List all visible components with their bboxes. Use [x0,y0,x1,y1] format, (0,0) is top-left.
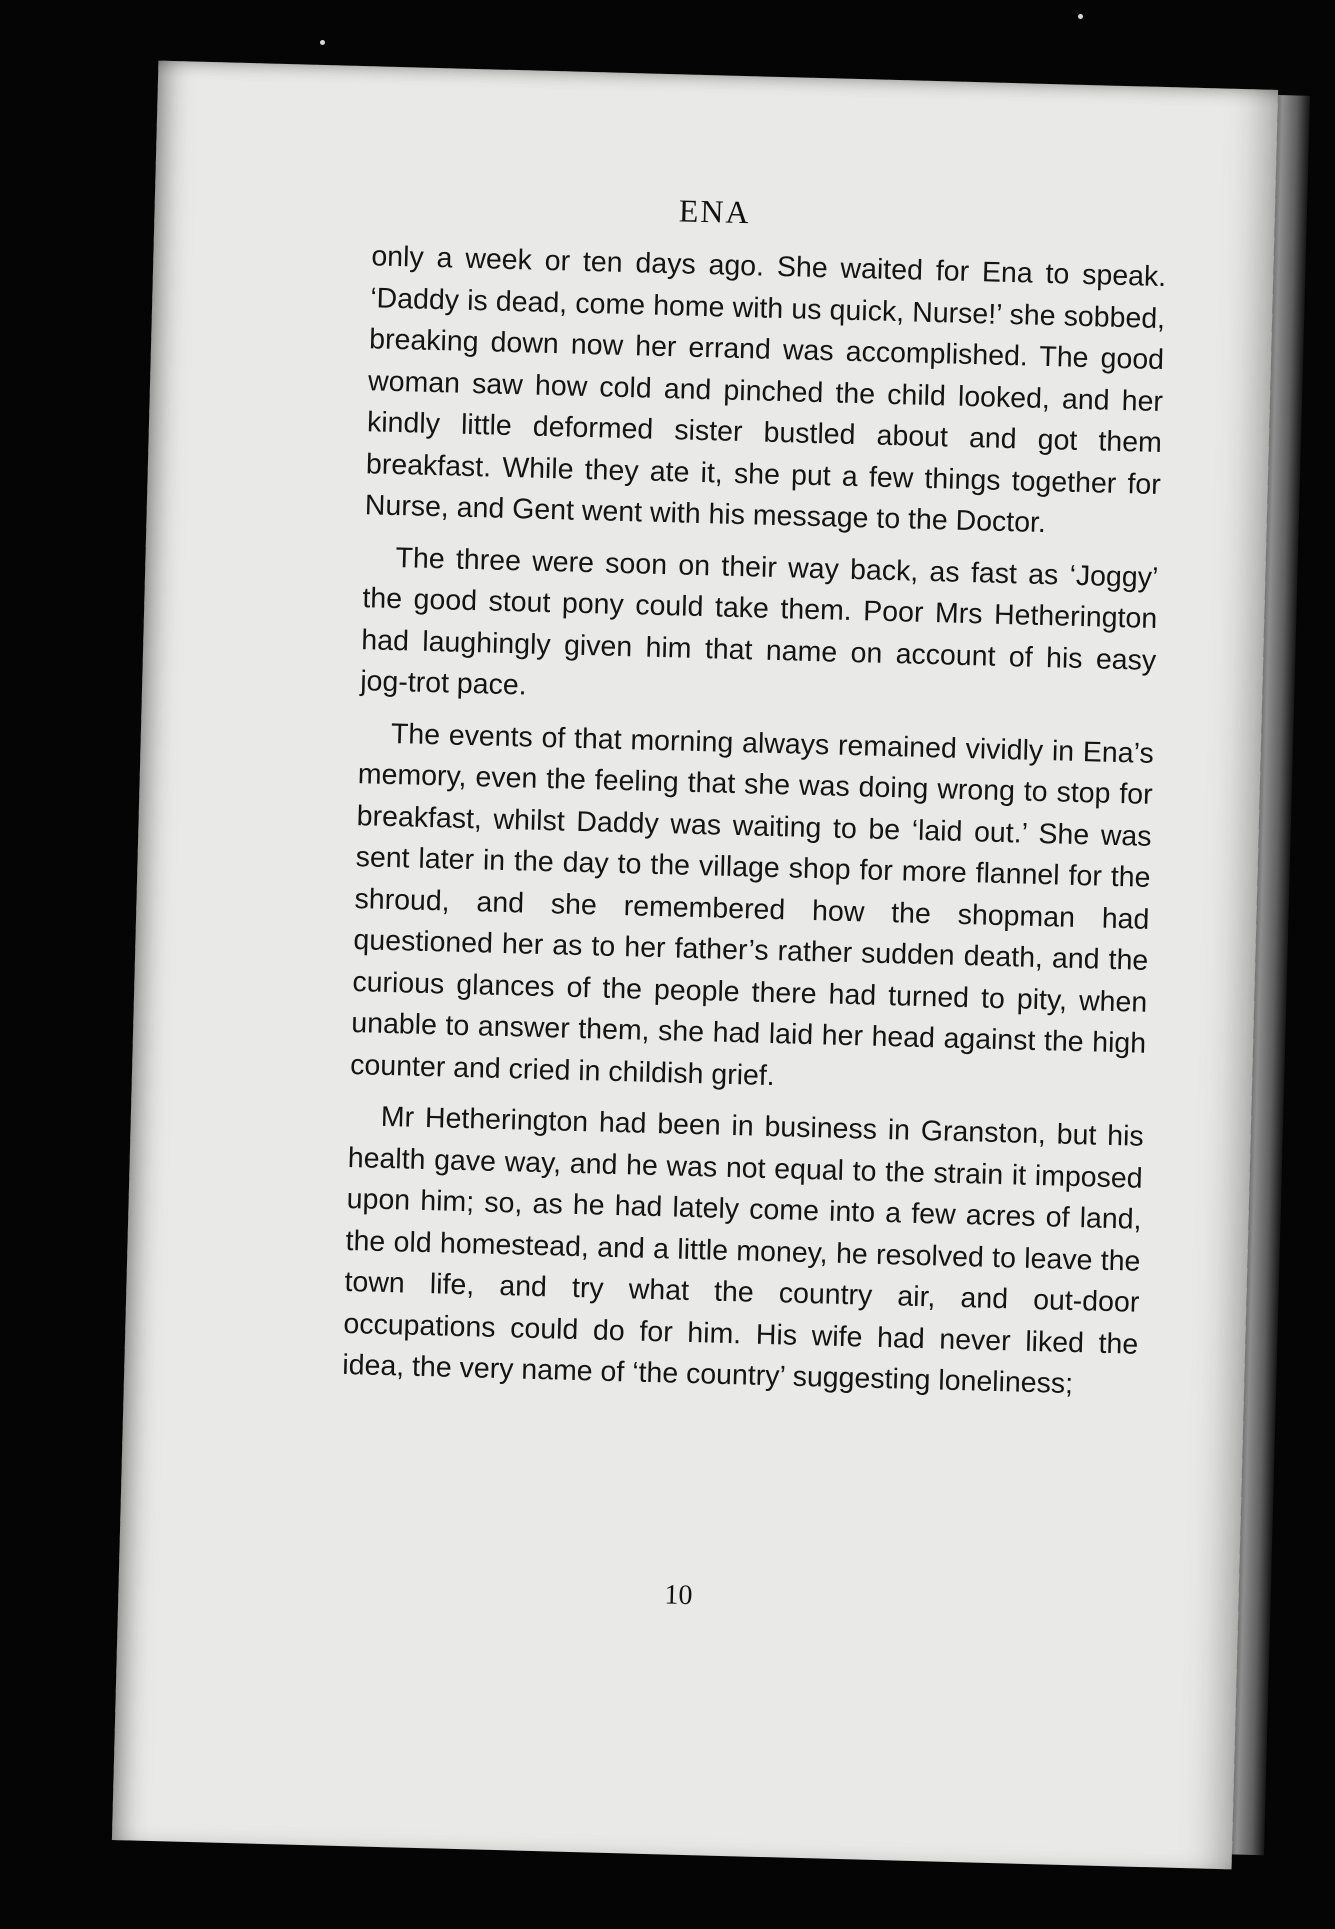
running-head: ENA [678,192,752,231]
scan-speck [320,40,325,45]
paragraph-2: The three were soon on their way back, as fast as ‘Joggy’ the good stout pony could take them. Poor Mrs Hetherington had laughingly given him that name on account of his easy jog-trot pace. [359,541,1159,702]
paragraph-1: only a week or ten days ago. She waited for Ena to speak. ‘Daddy is dead, come home with us quick, Nurse!’ she sobbed, breaking down now her errand was accomplished. The good woman saw how cold and pinched the child looked, and her kindly little deformed sister bustled about and got them breakfast. While they ate it, she put a few things together for Nurse, and Gent went with his message to the Doctor. [364,240,1167,540]
paragraph-4: Mr Hetherington had been in business in Granston, but his health gave way, and he was not equal to the strain it imposed upon him; so, as he had lately come into a few acres of land, the old homestead, and a little money, he resolved to leave the town life, and try what the country air, and out-door occupations could do for him. His wife had never liked the idea, the very name of ‘the country’ suggesting loneliness; [341,1100,1145,1401]
body-text [342,236,1167,1417]
paragraph-3: The events of that morning always remained vividly in Ena’s memory, even the feeling that she was doing wrong to stop for breakfast, whilst Daddy was waiting to be ‘laid out.’ She was sent later in the day to the village shop for more flannel for the shroud, and she remembered how the shopman had questioned her as to her father’s rather sudden death, and the curious glances of the people there had turned to pity, when unable to answer them, she had laid her head against the high counter and cried in childish grief. [349,717,1155,1092]
book-page [112,61,1278,1870]
page-number: 10 [664,1579,693,1612]
scan-speck [1078,14,1083,19]
